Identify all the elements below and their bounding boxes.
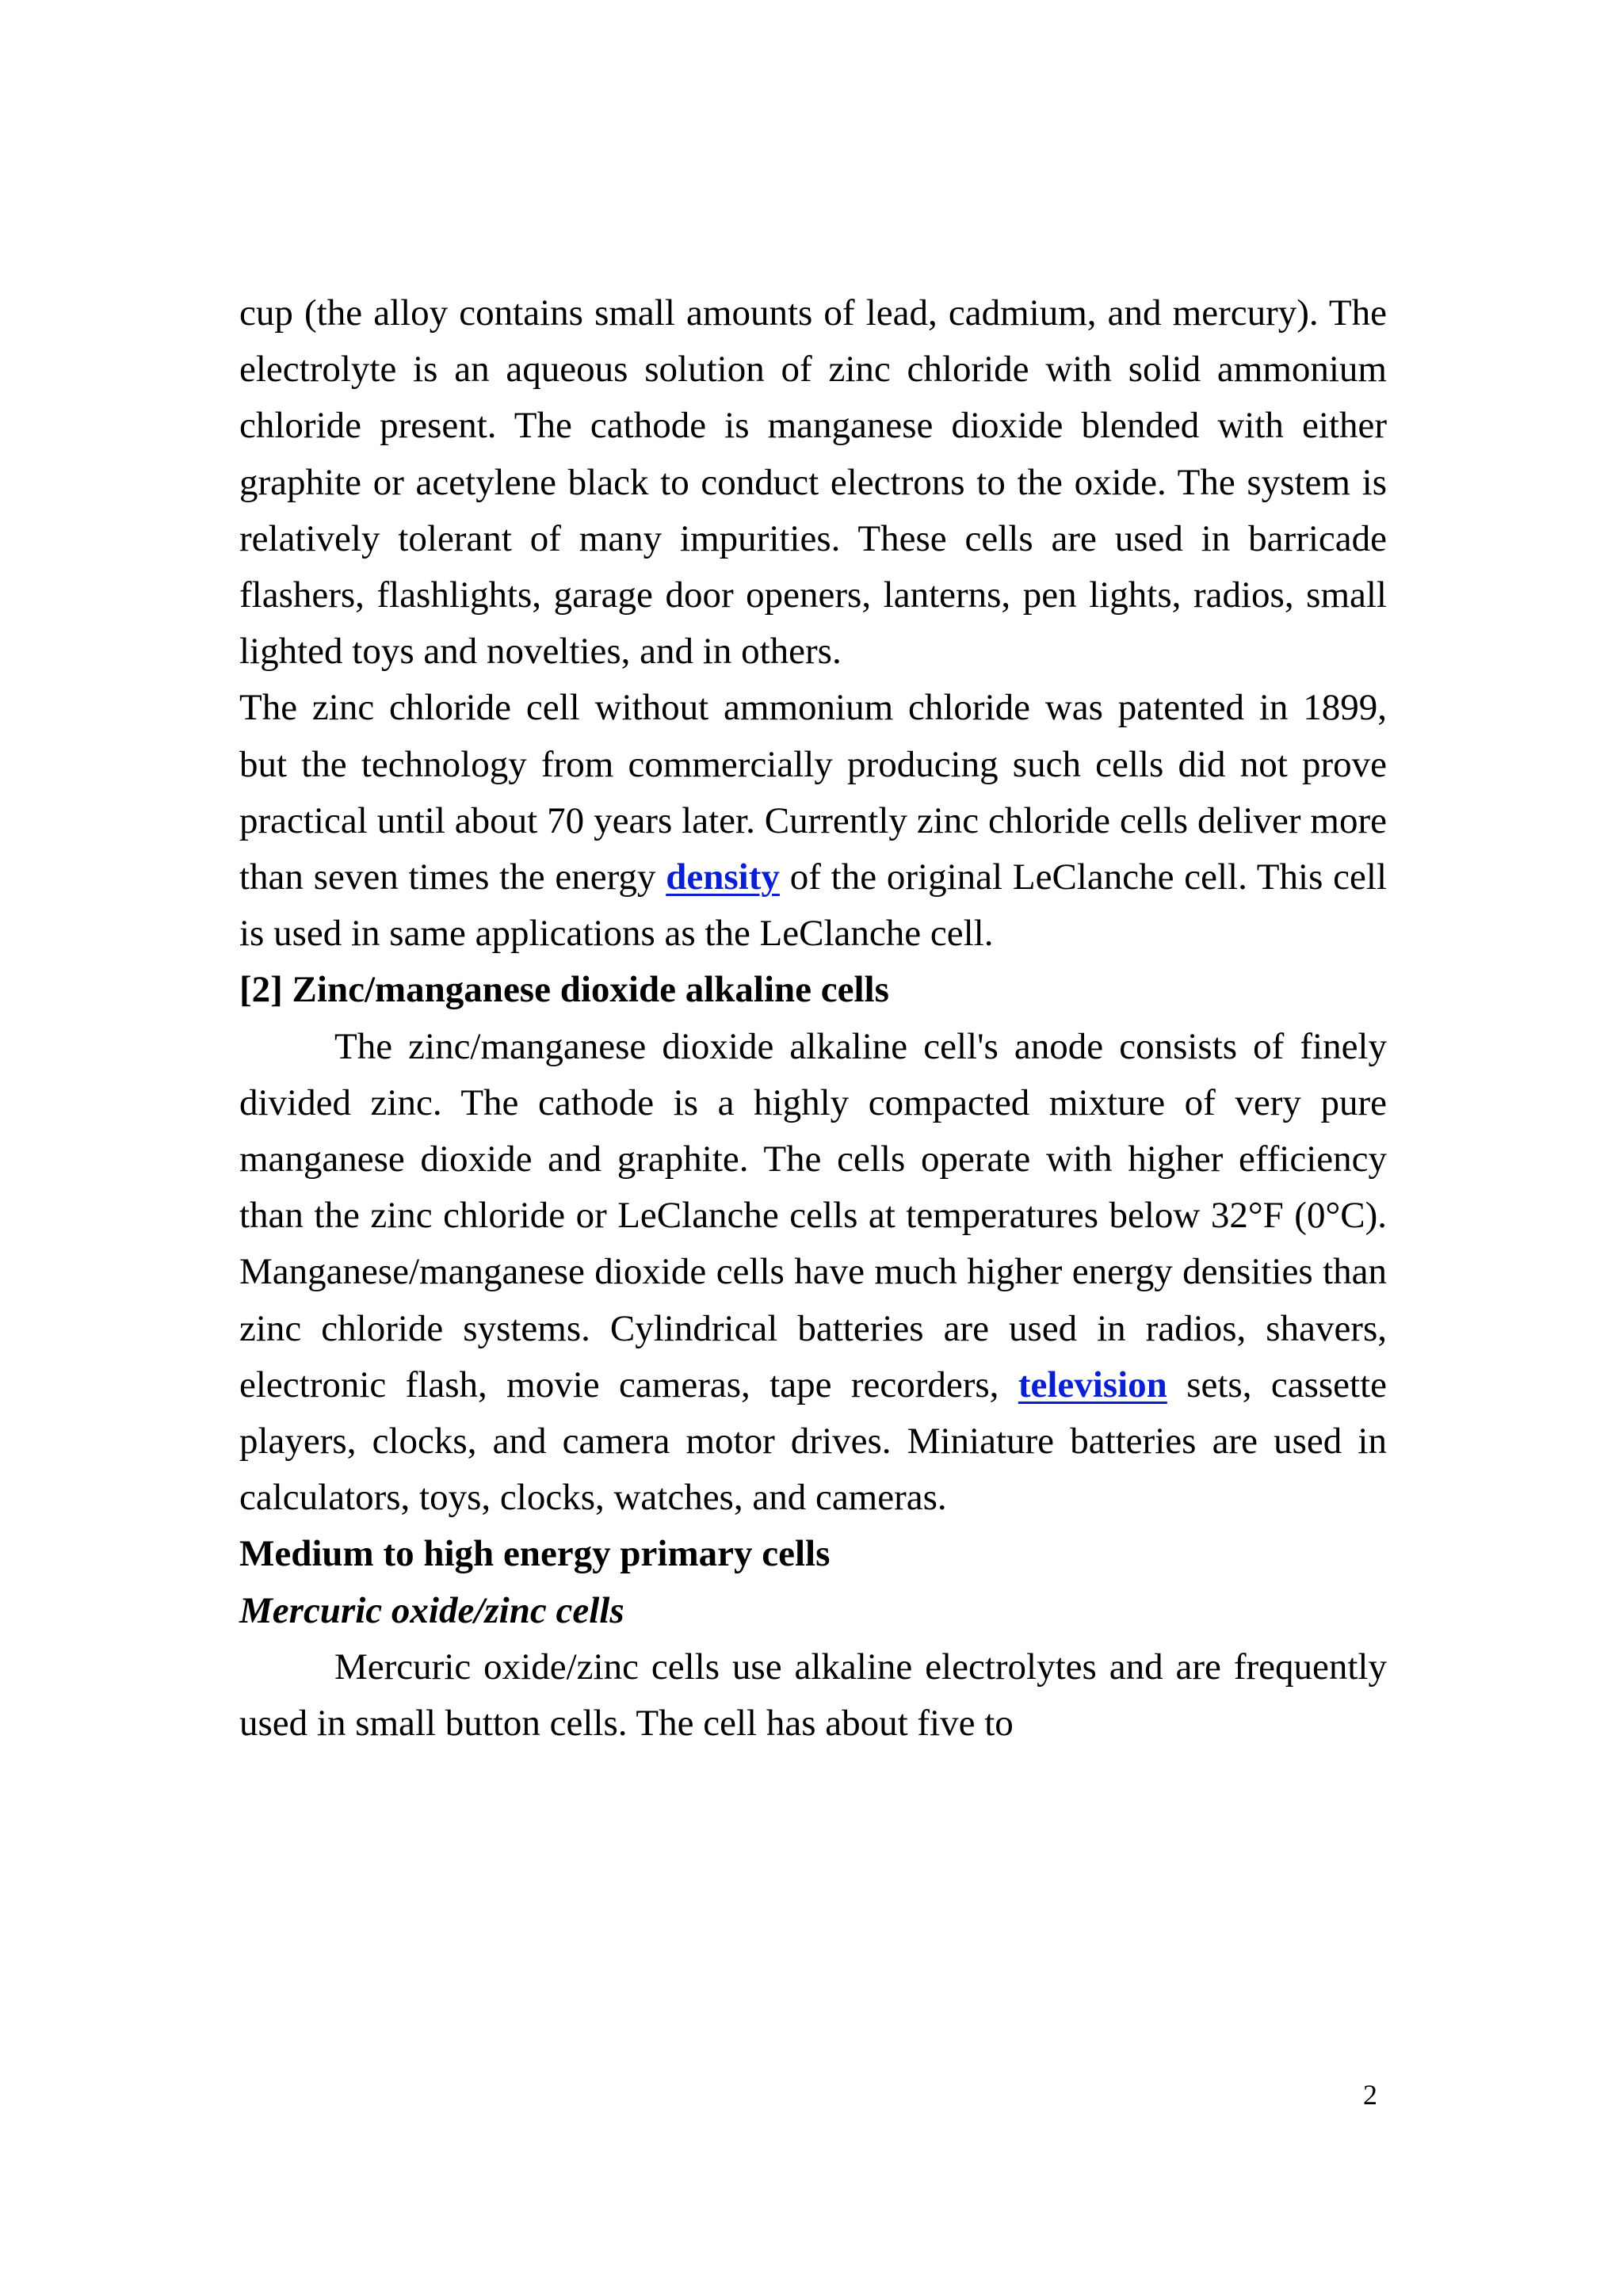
density-link[interactable]: density (666, 856, 780, 898)
paragraph-text: The zinc chloride cell without ammonium chloride was patented in 1899, but the technology from commercially producing such cells did not prove practical until about 70 years later. Currently zinc chloride cells deliver more than seven times the energy (239, 687, 1387, 898)
paragraph-zinc-chloride (239, 680, 1387, 962)
television-link[interactable]: television (1018, 1363, 1167, 1405)
paragraph-text: The zinc/manganese dioxide alkaline cell's anode consists of finely divided zinc. The cathode is a highly compacted mixture of very pure manganese dioxide and graphite. The cells operate with higher efficiency than the zinc chloride or LeClanche cells at temperatures below 32°F (0°C). Manganese/manganese dioxide cells have much higher energy densities than zinc chloride systems. Cylindrical batteries are used in radios, shavers, electronic flash, movie cameras, tape recorders, (239, 1025, 1387, 1405)
paragraph-text: sets, cassette players, clocks, and camera motor drives. Miniature batteries are used in calculators, toys, clocks, watches, and cameras. (239, 1363, 1387, 1519)
section-heading-alkaline-cells: [2] Zinc/manganese dioxide alkaline cells (239, 969, 889, 1011)
page-number: 2 (1363, 2079, 1377, 2111)
paragraph-mercuric-oxide: Mercuric oxide/zinc cells use alkaline electrolytes and are frequently used in small button cells. The cell has about five to (239, 1646, 1387, 1745)
section-heading-high-energy-cells: Medium to high energy primary cells (239, 1533, 831, 1575)
subsection-heading-mercuric-oxide: Mercuric oxide/zinc cells (239, 1589, 624, 1631)
paragraph-text: of the original LeClanche cell. This cell is used in same applications as the LeClanche cell. (239, 856, 1388, 955)
paragraph-zinc-carbon-continued: cup (the alloy contains small amounts of lead, cadmium, and mercury). The electrolyte is an aqueous solution of zinc chloride with solid ammonium chloride present. The cathode is manganese dioxide blended with either graphite or acetylene black to conduct electrons to the oxide. The system is relatively tolerant of many impurities. These cells are used in barricade flashers, flashlights, garage door openers, lanterns, pen lights, radios, small lighted toys and novelties, and in others. (239, 292, 1387, 673)
paragraph-alkaline-cells (239, 1019, 1387, 1527)
document-body (239, 285, 1387, 1752)
